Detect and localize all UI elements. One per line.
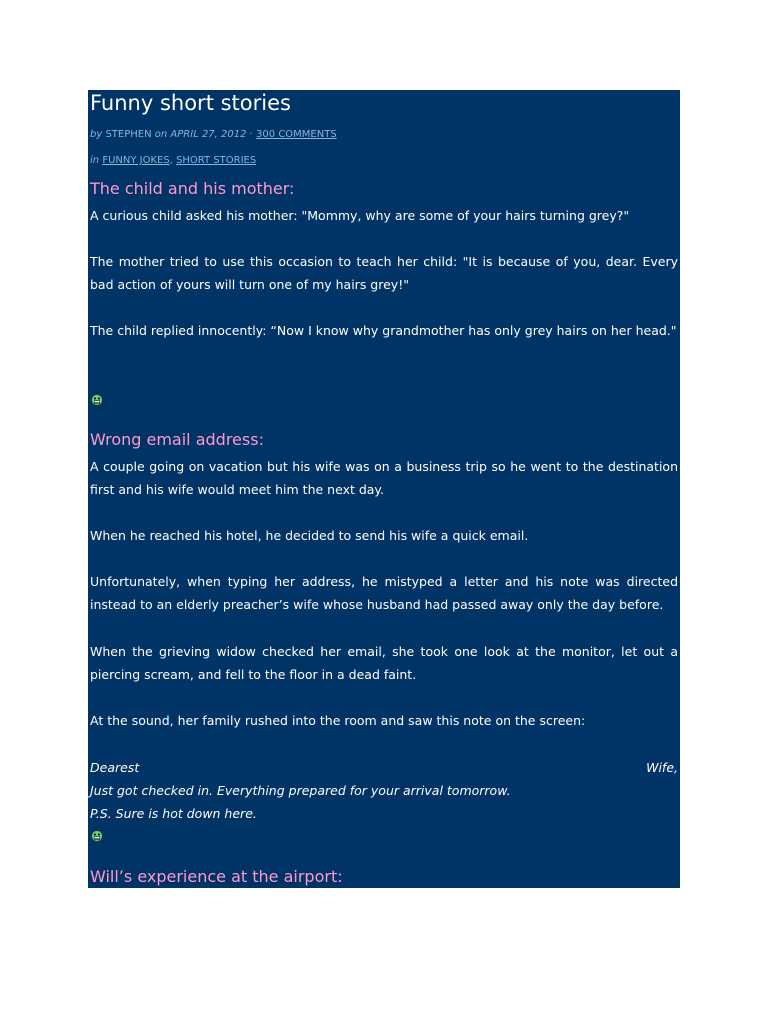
on-label: on [154,129,168,140]
story-paragraph: The mother tried to use this occasion to teach her child: "It is because of you, dear. Every bad action of yours will turn one of my hairs grey!" [90,254,678,292]
comments-link[interactable]: 300 COMMENTS [256,129,337,140]
author-link[interactable]: STEPHEN [105,129,152,140]
story-paragraph: Unfortunately, when typing her address, he mistyped a letter and his note was directed instead to an elderly preacher’s wife whose husband had passed away only the day before. [90,574,678,612]
category-link-short-stories[interactable]: SHORT STORIES [176,155,257,166]
note-greeting-right: Wife, [646,760,678,775]
by-label: by [90,129,103,140]
story-paragraph: When the grieving widow checked her email, she took one look at the monitor, let out a piercing scream, and fell to the floor in a dead faint. [90,644,678,682]
note-greeting-left: Dearest [90,760,140,775]
meta-separator: · [249,129,253,140]
story-paragraph: The child replied innocently: “Now I know why grandmother has only grey hairs on her head." [90,323,677,338]
article-page [88,90,680,888]
story-paragraph: At the sound, her family rushed into the room and saw this note on the screen: [90,713,586,728]
in-label: in [90,155,100,166]
email-note-line: Just got checked in. Everything prepared for your arrival tomorrow. [90,783,511,798]
story-paragraph: A curious child asked his mother: "Mommy, why are some of your hairs turning grey?" [90,208,630,223]
email-note-greeting [90,756,678,779]
post-date: APRIL 27, 2012 [170,129,247,140]
story-paragraph: When he reached his hotel, he decided to send his wife a quick email. [90,528,529,543]
grinning-smiley-icon [91,394,103,406]
category-separator: , [169,155,173,166]
email-note-line: P.S. Sure is hot down here. [90,806,257,821]
story-heading: The child and his mother: [90,179,295,198]
category-link-funny-jokes[interactable]: FUNNY JOKES [102,155,170,166]
post-title: Funny short stories [90,91,291,115]
post-byline [90,129,337,140]
story-heading: Wrong email address: [90,430,264,449]
story-paragraph: A couple going on vacation but his wife was on a business trip so he went to the destination first and his wife would meet him the next day. [90,459,678,497]
grinning-smiley-icon [91,830,103,842]
story-heading: Will’s experience at the airport: [90,867,343,886]
post-categories [90,155,256,166]
